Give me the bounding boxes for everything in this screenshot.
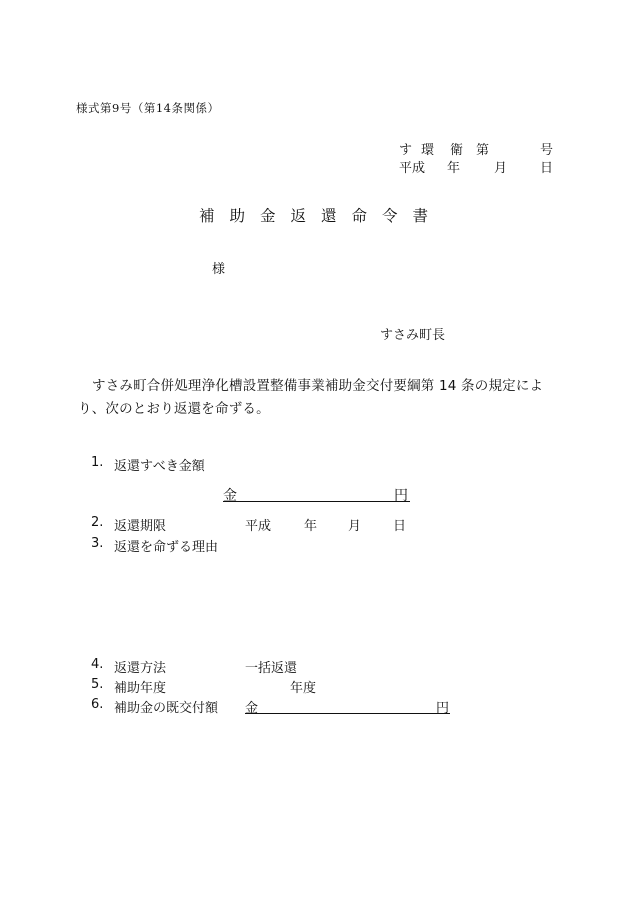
doc-no-part: 第 [476, 143, 490, 158]
item-6-number: 6. [91, 697, 104, 712]
subsidy-year-value: 年度 [290, 681, 317, 696]
item-1-number: 1. [91, 455, 104, 470]
item-6-label: 補助金の既交付額 [114, 701, 219, 716]
amount-underline [223, 501, 410, 502]
item-2-number: 2. [91, 515, 104, 530]
item-1-label: 返還すべき金額 [114, 459, 205, 474]
deadline-year: 年 [304, 519, 318, 534]
issuer: すさみ町長 [380, 328, 446, 343]
amount-prefix: 金 [223, 488, 237, 504]
deadline-month: 月 [348, 519, 362, 534]
date-day: 日 [540, 161, 554, 176]
doc-no-part: す [399, 143, 413, 158]
granted-amount-suffix: 円 [436, 701, 450, 716]
form-number: 様式第9号（第14条関係） [76, 101, 220, 115]
doc-no-part: 衛 [450, 143, 464, 158]
date-era: 平成 [399, 161, 426, 176]
amount-suffix: 円 [394, 488, 408, 504]
doc-no-part: 号 [540, 143, 554, 158]
item-3-label: 返還を命ずる理由 [114, 540, 219, 555]
granted-amount-underline [245, 713, 450, 714]
granted-amount-prefix: 金 [245, 701, 259, 716]
item-3-number: 3. [91, 536, 104, 551]
body-paragraph: すさみ町合併処理浄化槽設置整備事業補助金交付要綱第 14 条の規定により、次のとおり返還を命ずる。 [78, 378, 544, 417]
item-5-number: 5. [91, 677, 104, 692]
return-method-value: 一括返還 [245, 661, 298, 676]
deadline-day: 日 [393, 519, 407, 534]
item-4-number: 4. [91, 657, 104, 672]
item-5-label: 補助年度 [114, 681, 167, 696]
item-4-label: 返還方法 [114, 661, 167, 676]
item-2-label: 返還期限 [114, 519, 167, 534]
date-year: 年 [447, 161, 461, 176]
doc-no-part: 環 [421, 143, 435, 158]
date-month: 月 [494, 161, 508, 176]
addressee-suffix: 様 [212, 262, 226, 277]
document-title: 補助金返還命令書 [199, 207, 444, 225]
deadline-era: 平成 [245, 519, 272, 534]
